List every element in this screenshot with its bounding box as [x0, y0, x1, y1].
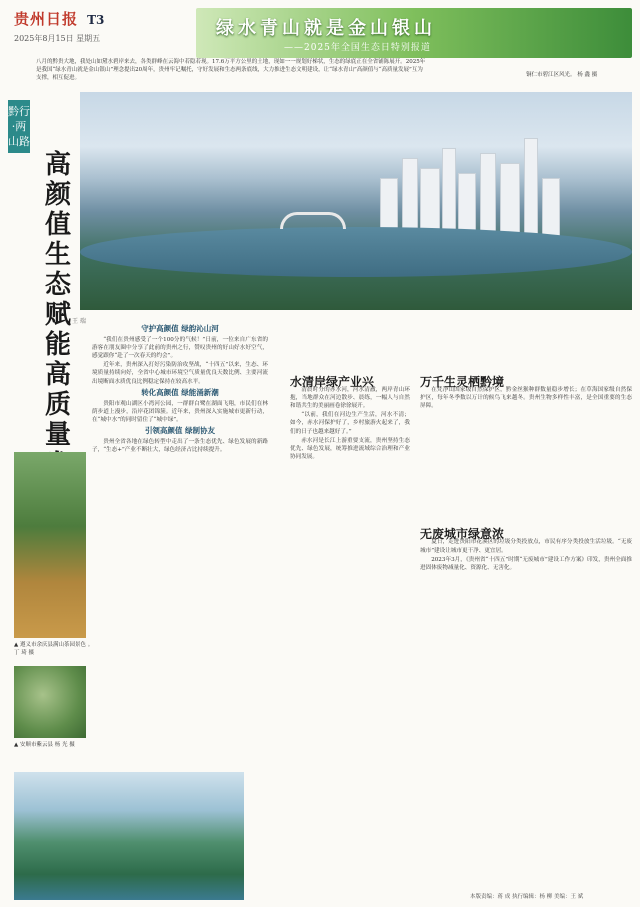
issue-date: 2025年8月15日 星期五: [14, 34, 101, 43]
lake-islands-photo: [14, 772, 244, 900]
subhead-3: 引领高颜值 绿制协友: [144, 426, 216, 436]
subhead-2: 转化高颜值 绿能涌新潮: [141, 387, 219, 397]
column-c: [420, 375, 632, 573]
section-tag: 黔行·两山路: [8, 100, 30, 153]
paragraph: 贵阳市观山湖区小湾河公园，一群群白鹭在湖面飞翔，市民们在林荫步道上漫步，沿岸花团锦簇。近年来，贵州深入实施城市更新行动，在“城中水”的同时留住了“城中绿”。: [92, 400, 268, 423]
subhead-1: 守护高颜值 绿韵沁山河: [141, 324, 219, 333]
author-byline: 王 瑞: [72, 318, 86, 325]
paragraph: 近年来，贵州深入打好污染防治攻坚战，“十四五”以来，生态、环境质量持续向好，全省中心城市环境空气质量优良天数比例、主要河流出境断面水质优良比例稳定保持在较高水平。: [92, 362, 268, 385]
masthead: [14, 8, 204, 50]
column-a: [92, 322, 268, 455]
page-footer: 本版责编：蒋 成 执行编辑：杨 柳 美编：王 斌: [470, 894, 584, 900]
tea-garden-photo: [14, 452, 86, 638]
photo1-caption: ▲ 遵义市余庆县满山茶园景色 。 丁 琦 摄: [14, 642, 94, 656]
special-report-banner: [196, 8, 632, 58]
paragraph: 夏日，走进贵阳市花溪区的垃圾分类投放点，市民有序分类投放生活垃圾。“无废城市”建设让城市更干净、更宜居。: [420, 539, 632, 554]
paragraph: “我们在贵州感受了一个100分的气候！”日前，一位来自广东省的游客在朋友圈中分享了此前的贵州之行，赞叹贵州的好山好水好空气，感觉跟你“赴了一次春天的约会”。: [92, 337, 268, 360]
column-b: [290, 375, 410, 462]
photo-credit: 铜仁市碧江区风光。 杨 鑫 摄: [526, 72, 598, 78]
photo2-caption: ▲ 安顺市紫云县 杨 光 摄: [14, 742, 75, 748]
arch-bridge: [280, 212, 346, 229]
city-river-photo: [80, 92, 632, 310]
paragraph: 赤水河是长江上游重要支流，贵州坚持生态优先、绿色发展，统筹推进流域综合治理和产业协同发展。: [290, 437, 410, 460]
page-number: T3: [87, 13, 105, 27]
headline: 高颜值生态赋能高质量: [44, 150, 71, 450]
ziyun-photo: [14, 666, 86, 738]
paragraph: 在梵净山国家级自然保护区，黔金丝猴种群数量稳步增长；在草海国家级自然保护区，每年冬季数以万计的候鸟飞来越冬。贵州生物多样性丰富，是全国重要的生态屏障。: [420, 387, 632, 410]
intro-paragraph: 八月的黔贵大地，我处山如黛水碧岸来去，各类群峰在云海中若隐若现。17.6万平方公里的土地，现如一一规划好梯状，生态的绿底正在全省铺陈展开。2025年是我国“绿水青山就是金山银山”理念提出20周年，贵州牢记嘱托，守好发展和生态两条底线，大力推进生态文明建设，让“绿水青山”高颜值与“高质量发展”互为支撑，相互促进。: [36, 59, 426, 81]
banner-title: 绿水青山就是金山银山: [216, 18, 436, 39]
masthead-logo: 贵州日报: [14, 10, 79, 28]
paragraph: 贵州全省各地在绿色转型中走出了一条生态优先、绿色发展的新路子，“生态+”产业不断壮大，绿色经济占比持续提升。: [92, 439, 268, 454]
section-title-water: 水清岸绿产业兴: [290, 375, 375, 389]
section-title-wildlife: 万千生灵栖黔境: [420, 375, 505, 389]
paragraph: “以前，我们在河边生产生活，河水不清；如今，赤水河保护好了，乡村旅游火起来了，我们的日子也越来越好了。”: [290, 412, 410, 435]
paragraph: 清晨时分的赤水河，河水清澈，两岸青山环抱，当地群众在河边散步、晨练，一幅人与自然和谐共生的美丽画卷徐徐展开。: [290, 387, 410, 410]
river-shape: [80, 227, 632, 277]
section-title-wastefree: 无废城市绿意浓: [420, 527, 505, 542]
banner-subtitle: ——2025年全国生态日特别报道: [284, 43, 431, 53]
paragraph: 2023年3月，《贵州省“十四五”时期“无废城市”建设工作方案》印发，贵州全面推进固体废物减量化、资源化、无害化。: [420, 556, 632, 571]
